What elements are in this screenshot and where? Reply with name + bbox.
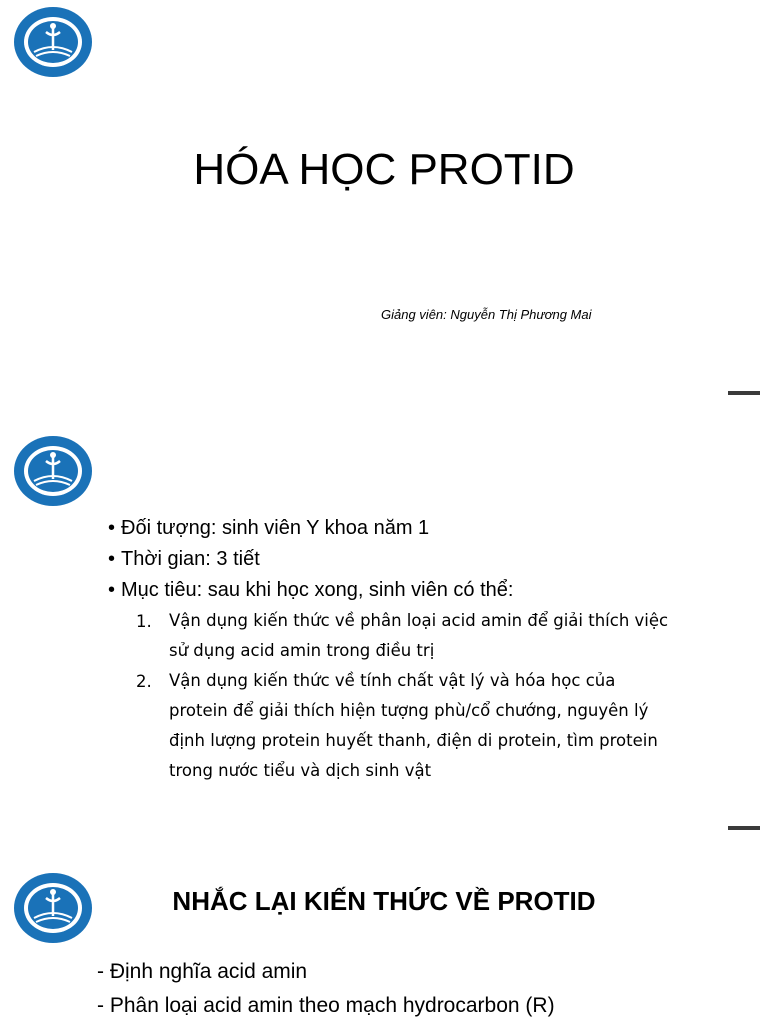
list-item: - Phân loại acid amin theo mạch hydrocarbon (R) bbox=[97, 994, 555, 1017]
bullet-item: • Thời gian: 3 tiết bbox=[108, 544, 513, 575]
slide-3 bbox=[0, 830, 768, 1024]
slide-1 bbox=[0, 0, 768, 395]
lecturer-name: Giảng viên: Nguyễn Thị Phương Mai bbox=[381, 307, 592, 322]
university-logo-icon bbox=[12, 435, 94, 507]
bullet-item: • Mục tiêu: sau khi học xong, sinh viên có thể: bbox=[108, 575, 513, 606]
slide-title: NHẮC LẠI KIẾN THỨC VỀ PROTID bbox=[172, 886, 596, 916]
bullet-item: • Đối tượng: sinh viên Y khoa năm 1 bbox=[108, 513, 513, 544]
slide-title: HÓA HỌC PROTID bbox=[193, 145, 575, 194]
list-item: - Định nghĩa acid amin bbox=[97, 960, 308, 983]
objective-text: Vận dụng kiến thức về phân loại acid amin để giải thích việc sử dụng acid amin trong điều trị bbox=[169, 611, 669, 660]
objective-number: 1. bbox=[136, 612, 152, 631]
review-list bbox=[97, 955, 555, 1023]
info-bullets bbox=[108, 513, 513, 606]
objective-text: Vận dụng kiến thức về tính chất vật lý và hóa học của protein để giải thích hiện tượng phù/cổ chướng, nguyên lý định lượng protein huyết thanh, điện di protein, tìm protein trong nước tiểu và dịch sinh vật bbox=[169, 671, 658, 780]
objective-number: 2. bbox=[136, 672, 152, 691]
slide-2 bbox=[0, 395, 768, 830]
university-logo-icon bbox=[12, 6, 94, 78]
